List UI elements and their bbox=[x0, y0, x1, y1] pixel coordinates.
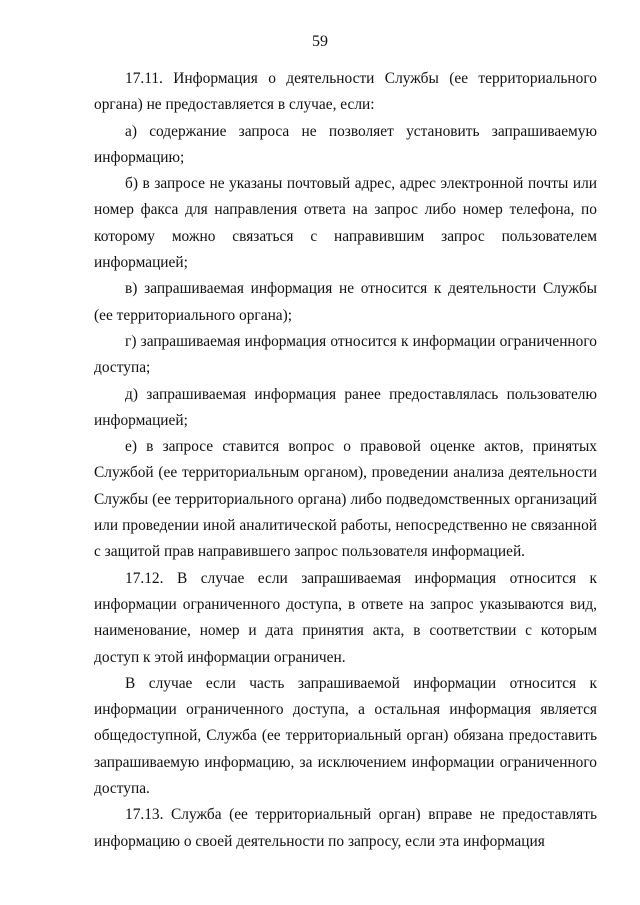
page-number: 59 bbox=[312, 33, 328, 50]
paragraph-item-b: б) в запросе не указаны почтовый адрес, адрес электронной почты или номер факса для направления ответа на запрос либо номер телефона, по которому можно связаться с направившим запрос пользователем информацией; bbox=[94, 175, 597, 272]
paragraph-item-v: в) запрашиваемая информация не относится к деятельности Службы (ее территориального органа); bbox=[94, 280, 597, 324]
paragraph-item-d: д) запрашиваемая информация ранее предоставлялась пользователю информацией; bbox=[94, 385, 597, 429]
paragraph-item-g: г) запрашиваемая информация относится к информации ограниченного доступа; bbox=[94, 332, 597, 377]
document-body bbox=[94, 66, 597, 855]
paragraph-17-11: 17.11. Информация о деятельности Службы (ее территориального органа) не предоставляется в случае, если: bbox=[94, 70, 597, 114]
paragraph-item-a: а) содержание запроса не позволяет установить запрашиваемую информацию; bbox=[94, 122, 597, 166]
paragraph-17-12: 17.12. В случае если запрашиваемая информация относится к информации ограниченного доступа, в ответе на запрос указываются вид, наименование, номер и дата принятия акта, в соответствии с которым доступ к этой информации ограничен. bbox=[94, 569, 597, 666]
paragraph-item-e: е) в запросе ставится вопрос о правовой оценке актов, принятых Службой (ее территориальным органом), проведении анализа деятельности Службы (ее территориального органа) либо подведомственных организаций или проведении иной аналитической работы, непосредственно не связанной с защитой прав направившего запрос пользователя информацией. bbox=[94, 438, 597, 561]
paragraph-17-12-partial: В случае если часть запрашиваемой информации относится к информации ограниченного доступа, а остальная информация является общедоступной, Служба (ее территориальный орган) обязана предоставить запрашиваемую информацию, за исключением информации ограниченного доступа. bbox=[94, 674, 597, 798]
paragraph-17-13: 17.13. Служба (ее территориальный орган) вправе не предоставлять информацию о своей деятельности по запросу, если эта информация bbox=[94, 806, 597, 850]
